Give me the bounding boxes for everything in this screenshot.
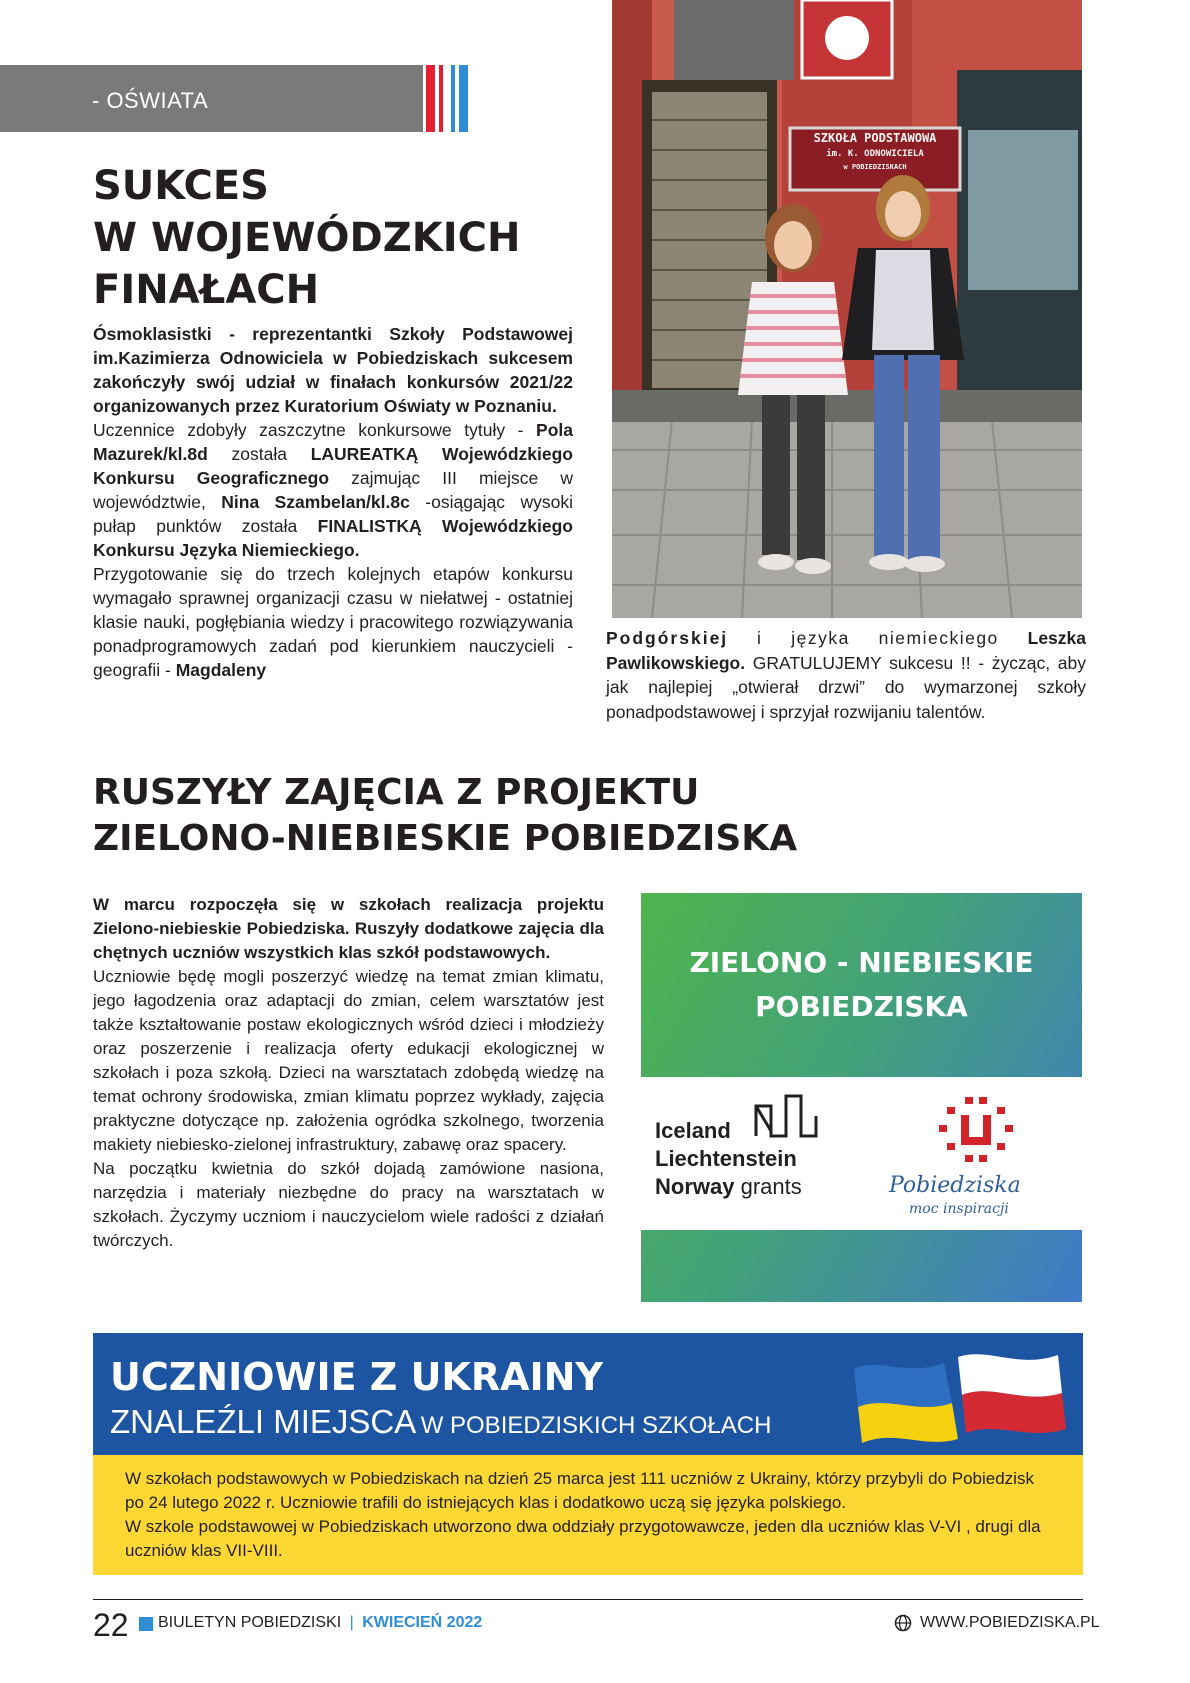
ukraine-title: UCZNIOWIE Z UKRAINY [110, 1355, 603, 1399]
text-run: Przygotowanie się do trzech kolejnych etapów konkursu wymagało sprawnej organizacji czasu w niełatwej - ostatniej klasie nauki, pogłębiania wiedzy i pracowitego rozwiązywania ponadprogramowych zadań pod kierunkiem nauczycieli - geografii - [93, 564, 573, 680]
article1-title [93, 160, 520, 316]
grants-country: Liechtenstein [655, 1146, 797, 1171]
blue-stripe [459, 65, 468, 132]
text-run: i języka niemieckiego [728, 628, 1028, 648]
article1-title-line: FINAŁACH [93, 267, 320, 313]
ukraine-info [125, 1467, 1055, 1563]
footer-publication-line [158, 1614, 482, 1632]
ukraine-subtitle-rest: W POBIEDZISKICH SZKOŁACH [420, 1412, 772, 1439]
award-title: LAUREATKĄ Wojewódzkiego Konkursu Geograficznego [93, 444, 573, 488]
student-name: Pola Mazurek/kl.8d [93, 420, 573, 464]
grants-country: Norway [655, 1174, 735, 1199]
globe-icon [894, 1614, 912, 1632]
grants-suffix: grants [740, 1174, 802, 1199]
article1-paragraph [93, 562, 573, 682]
ukraine-header [93, 1333, 1083, 1455]
article2-paragraph: Na początku kwietnia do szkół dojadą zamówione nasiona, narzędzia i materiały niezbędne do pracy na warsztatach w szkołach. Życzymy uczniom i nauczycielom wiele radości z działań twórczych. [93, 1159, 604, 1250]
text-run: -osiągając wysoki pułap punktów została [93, 492, 573, 536]
ukraine-info-paragraph: W szkole podstawowej w Pobiedziskach utworzono dwa oddziały przygotowawcze, jeden dla uczniów klas V-VI , drugi dla uczniów klas VII-VIII. [125, 1517, 1041, 1560]
teacher-name: Leszka Pawlikowskiego. [606, 628, 1086, 673]
article2-lead: W marcu rozpoczęła się w szkołach realizacja projektu Zielono-niebieskie Pobiedziska. Ruszyły dodatkowe zajęcia dla chętnych uczniów wszystkich klas szkół podstawowych. [93, 895, 604, 962]
red-stripe-thin [439, 65, 443, 132]
article1-title-line: SUKCES [93, 163, 269, 209]
town-tagline: moc inspiracji [909, 1201, 1009, 1217]
school-sign-line: w POBIEDZISKACH [843, 163, 907, 171]
page-number: 22 [93, 1607, 129, 1643]
text-run: GRATULUJEMY sukcesu !! - życząc, aby jak najlepiej „otwierał drzwi” do wymarzonej szkoły ponadpodstawowej i sprzyjał rozwijaniu talentów. [606, 652, 1086, 722]
ukraine-info-paragraph: W szkołach podstawowych w Pobiedziskach na dzień 25 marca jest 111 uczniów z Ukrainy, którzy przybyli do Pobiedzisk po 24 lutego 2022 r. Uczniowie trafili do istniejących klas i dodatkowo uczą się języka polskiego. [125, 1469, 1034, 1512]
project-banner-line: ZIELONO - NIEBIESKIE [689, 946, 1034, 979]
ukraine-subtitle-main: ZNALEŹLI MIEJSCA [110, 1403, 417, 1440]
footer-rule [93, 1599, 1083, 1600]
teacher-name: Magdaleny [175, 660, 267, 680]
award-title: FINALISTKĄ Wojewódzkiego Konkursu Języka Niemieckiego. [93, 516, 573, 560]
section-label: - OŚWIATA [92, 88, 209, 113]
issue-date: KWIECIEŃ 2022 [362, 1614, 483, 1631]
students-photo-illustration [612, 0, 1082, 618]
footer-square [139, 1617, 153, 1631]
text-run: została [207, 444, 311, 464]
section-bar [0, 65, 423, 132]
project-banner-line: POBIEDZISKA [755, 990, 968, 1023]
eea-grants-icon [753, 1091, 823, 1141]
students-photo [612, 0, 1082, 618]
article2-title-line: RUSZYŁY ZAJĘCIA Z PROJEKTU [93, 772, 700, 813]
text-run: Uczennice zdobyły zaszczytne konkursowe tytuły - [93, 420, 537, 440]
student-name: Nina Szambelan/kl.8c [221, 492, 410, 512]
pobiedziska-emblem-icon [937, 1095, 1017, 1167]
article1-paragraph [93, 418, 573, 562]
article2-paragraph: Uczniowie będę mogli poszerzyć wiedzę na temat zmian klimatu, jego łagodzenia oraz adaptacji do zmian, celem warsztatów jest także kształtowanie postaw ekologicznych wśród dzieci i młodzieży oraz poszerzenie i realizacja oferty edukacji ekologicznej w szkołach i poza szkołą. Dzieci na warsztatach zdobędą wiedzę na temat ochrony środowiska, zmian klimatu poprzez wykłady, zajęcia praktyczne dotyczące np. założenia ogródka szkolnego, tworzenia makiety niebiesko-zielonej infrastruktury, zabawę oraz spacery. [93, 967, 604, 1154]
project-banner-title [641, 941, 1082, 1029]
article2-body [93, 893, 604, 1253]
school-sign-line: im. K. ODNOWICIELA [826, 149, 924, 159]
logos-panel [641, 1077, 1082, 1230]
flags-icon [848, 1347, 1068, 1447]
school-sign-line: SZKOŁA PODSTAWOWA [813, 131, 937, 145]
red-stripe [426, 65, 435, 132]
article1-continuation [606, 626, 1086, 724]
blue-stripe-thin [451, 65, 455, 132]
town-name: Pobiedziska [889, 1173, 1021, 1198]
website-link[interactable]: WWW.POBIEDZISKA.PL [920, 1614, 1100, 1631]
ukraine-subtitle [110, 1403, 771, 1441]
article1-body [93, 322, 573, 682]
pobiedziska-logo [879, 1077, 1082, 1230]
teacher-name: Podgórskiej [606, 628, 729, 648]
article1-title-line: W WOJEWÓDZKICH [93, 215, 521, 261]
publication-name: BIULETYN POBIEDZISKI [158, 1614, 342, 1631]
article1-lead: Ósmoklasistki - reprezentantki Szkoły Podstawowej im.Kazimierza Odnowiciela w Pobiedziskach sukcesem zakończyły swój udział w finałach konkursów 2021/22 organizowanych przez Kuratorium Oświaty w Poznaniu. [93, 324, 573, 416]
footer-separator: | [349, 1614, 354, 1631]
article2-title-line: ZIELONO-NIEBIESKIE POBIEDZISKA [93, 818, 798, 859]
school-sign [794, 130, 956, 173]
grants-country: Iceland [655, 1118, 731, 1143]
text-run: zajmując III miejsce w województwie, [93, 468, 573, 512]
article2-title [93, 770, 797, 862]
ukraine-info-box [93, 1455, 1083, 1575]
